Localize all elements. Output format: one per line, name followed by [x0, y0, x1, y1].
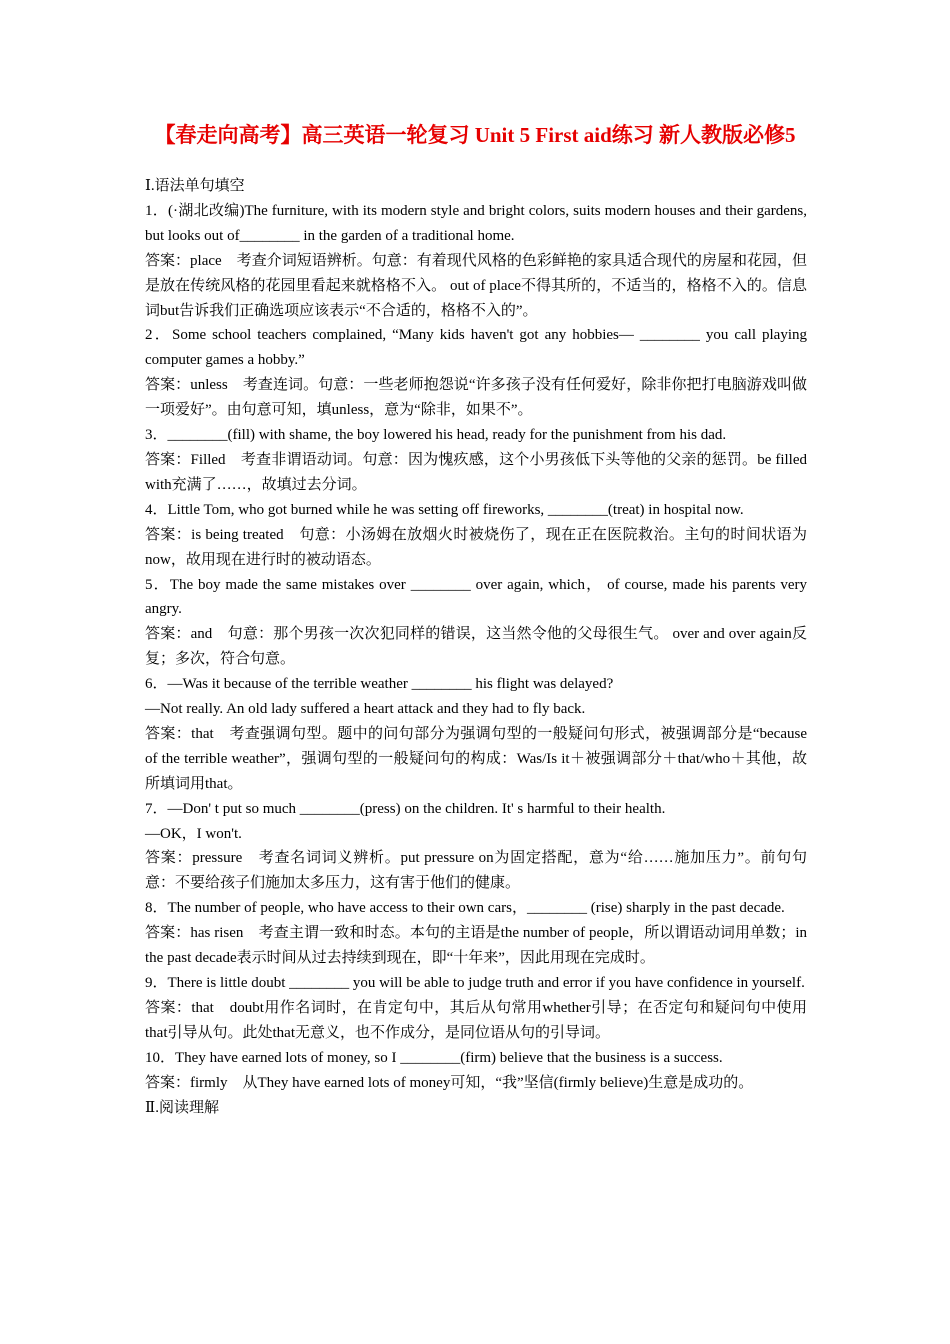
answer-8: 答案：has risen 考查主谓一致和时态。本句的主语是the number of people，所以谓语动词用单数；in the past decade表示时间从过去持续到现在，即“十年来”，因此用现在完成时。 [145, 925, 807, 967]
document-title: 【春走向高考】高三英语一轮复习 Unit 5 First aid练习 新人教版必修5 [154, 123, 796, 147]
answer-4: 答案：is being treated 句意：小汤姆在放烟火时被烧伤了，现在正在医院救治。主句的时间状语为now，故用现在进行时的被动语态。 [145, 526, 807, 568]
question-7-reply: —OK，I won't. [145, 825, 242, 842]
question-9: 9．There is little doubt ________ you will be able to judge truth and error if you have confidence in yourself. [145, 975, 805, 991]
answer-7: 答案：pressure 考查名词词义辨析。put pressure on为固定搭配，意为“给……施加压力”。前句句意：不要给孩子们施加太多压力，这有害于他们的健康。 [145, 850, 807, 892]
section-heading: Ⅰ.语法单句填空 [145, 178, 245, 194]
question-3: 3．________(fill) with shame, the boy lowered his head, ready for the punishment from his dad. [145, 427, 727, 444]
answer-10: 答案：firmly 从They have earned lots of money可知，“我”坚信(firmly believe)生意是成功的。 [145, 1074, 754, 1091]
question-7: 7．—Don' t put so much ________(press) on the children. It' s harmful to their health. [145, 800, 666, 817]
answer-1: 答案：place 考查介词短语辨析。句意：有着现代风格的色彩鲜艳的家具适合现代的房屋和花园，但是放在传统风格的花园里看起来就格格不入。 out of place不得其所的，不适当的，格格不入的。信息词but告诉我们正确选项应该表示“不合适的，格格不入的”。 [145, 252, 807, 319]
answer-6: 答案：that 考查强调句型。题中的问句部分为强调句型的一般疑问句形式，被强调部分是“because of the terrible weather”，强调句型的一般疑问句的构成：Was/Is it＋被强调部分＋that/who＋其他，故所填词用that。 [145, 725, 807, 792]
question-6: 6．—Was it because of the terrible weather ________ his flight was delayed? [145, 676, 614, 693]
question-1: 1．(·湖北改编)The furniture, with its modern style and bright colors, suits modern houses and their gardens, but looks out of________ in the garden of a traditional home. [145, 202, 807, 244]
document-body [145, 174, 807, 1120]
question-6-reply: —Not really. An old lady suffered a heart attack and they had to fly back. [145, 701, 586, 718]
answer-2: 答案：unless 考查连词。句意：一些老师抱怨说“许多孩子没有任何爱好，除非你把打电脑游戏叫做一项爱好”。由句意可知，填unless，意为“除非，如果不”。 [145, 377, 807, 419]
answer-9: 答案：that doubt用作名词时，在肯定句中，其后从句常用whether引导；在否定句和疑问句中使用that引导从句。此处that无意义，也不作成分，是同位语从句的引导词。 [145, 999, 807, 1041]
answer-3: 答案：Filled 考查非谓语动词。句意：因为愧疚感，这个小男孩低下头等他的父亲的惩罚。be filled with充满了……，故填过去分词。 [145, 451, 807, 493]
section-heading: Ⅱ.阅读理解 [145, 1099, 219, 1116]
question-10: 10．They have earned lots of money, so I ________(firm) believe that the business is a success. [145, 1049, 723, 1066]
question-8: 8．The number of people, who have access to their own cars，________ (rise) sharply in the past decade. [145, 900, 785, 917]
answer-5: 答案：and 句意：那个男孩一次次犯同样的错误，这当然令他的父母很生气。 over and over again反复；多次，符合句意。 [145, 626, 807, 668]
question-2: 2．Some school teachers complained, “Many kids haven't got any hobbies— ________ you call playing computer games a hobby.” [145, 327, 807, 369]
question-4: 4．Little Tom, who got burned while he was setting off fireworks, ________(treat) in hospital now. [145, 501, 744, 518]
question-5: 5．The boy made the same mistakes over ________ over again, which， of course, made his parents very angry. [145, 576, 807, 618]
